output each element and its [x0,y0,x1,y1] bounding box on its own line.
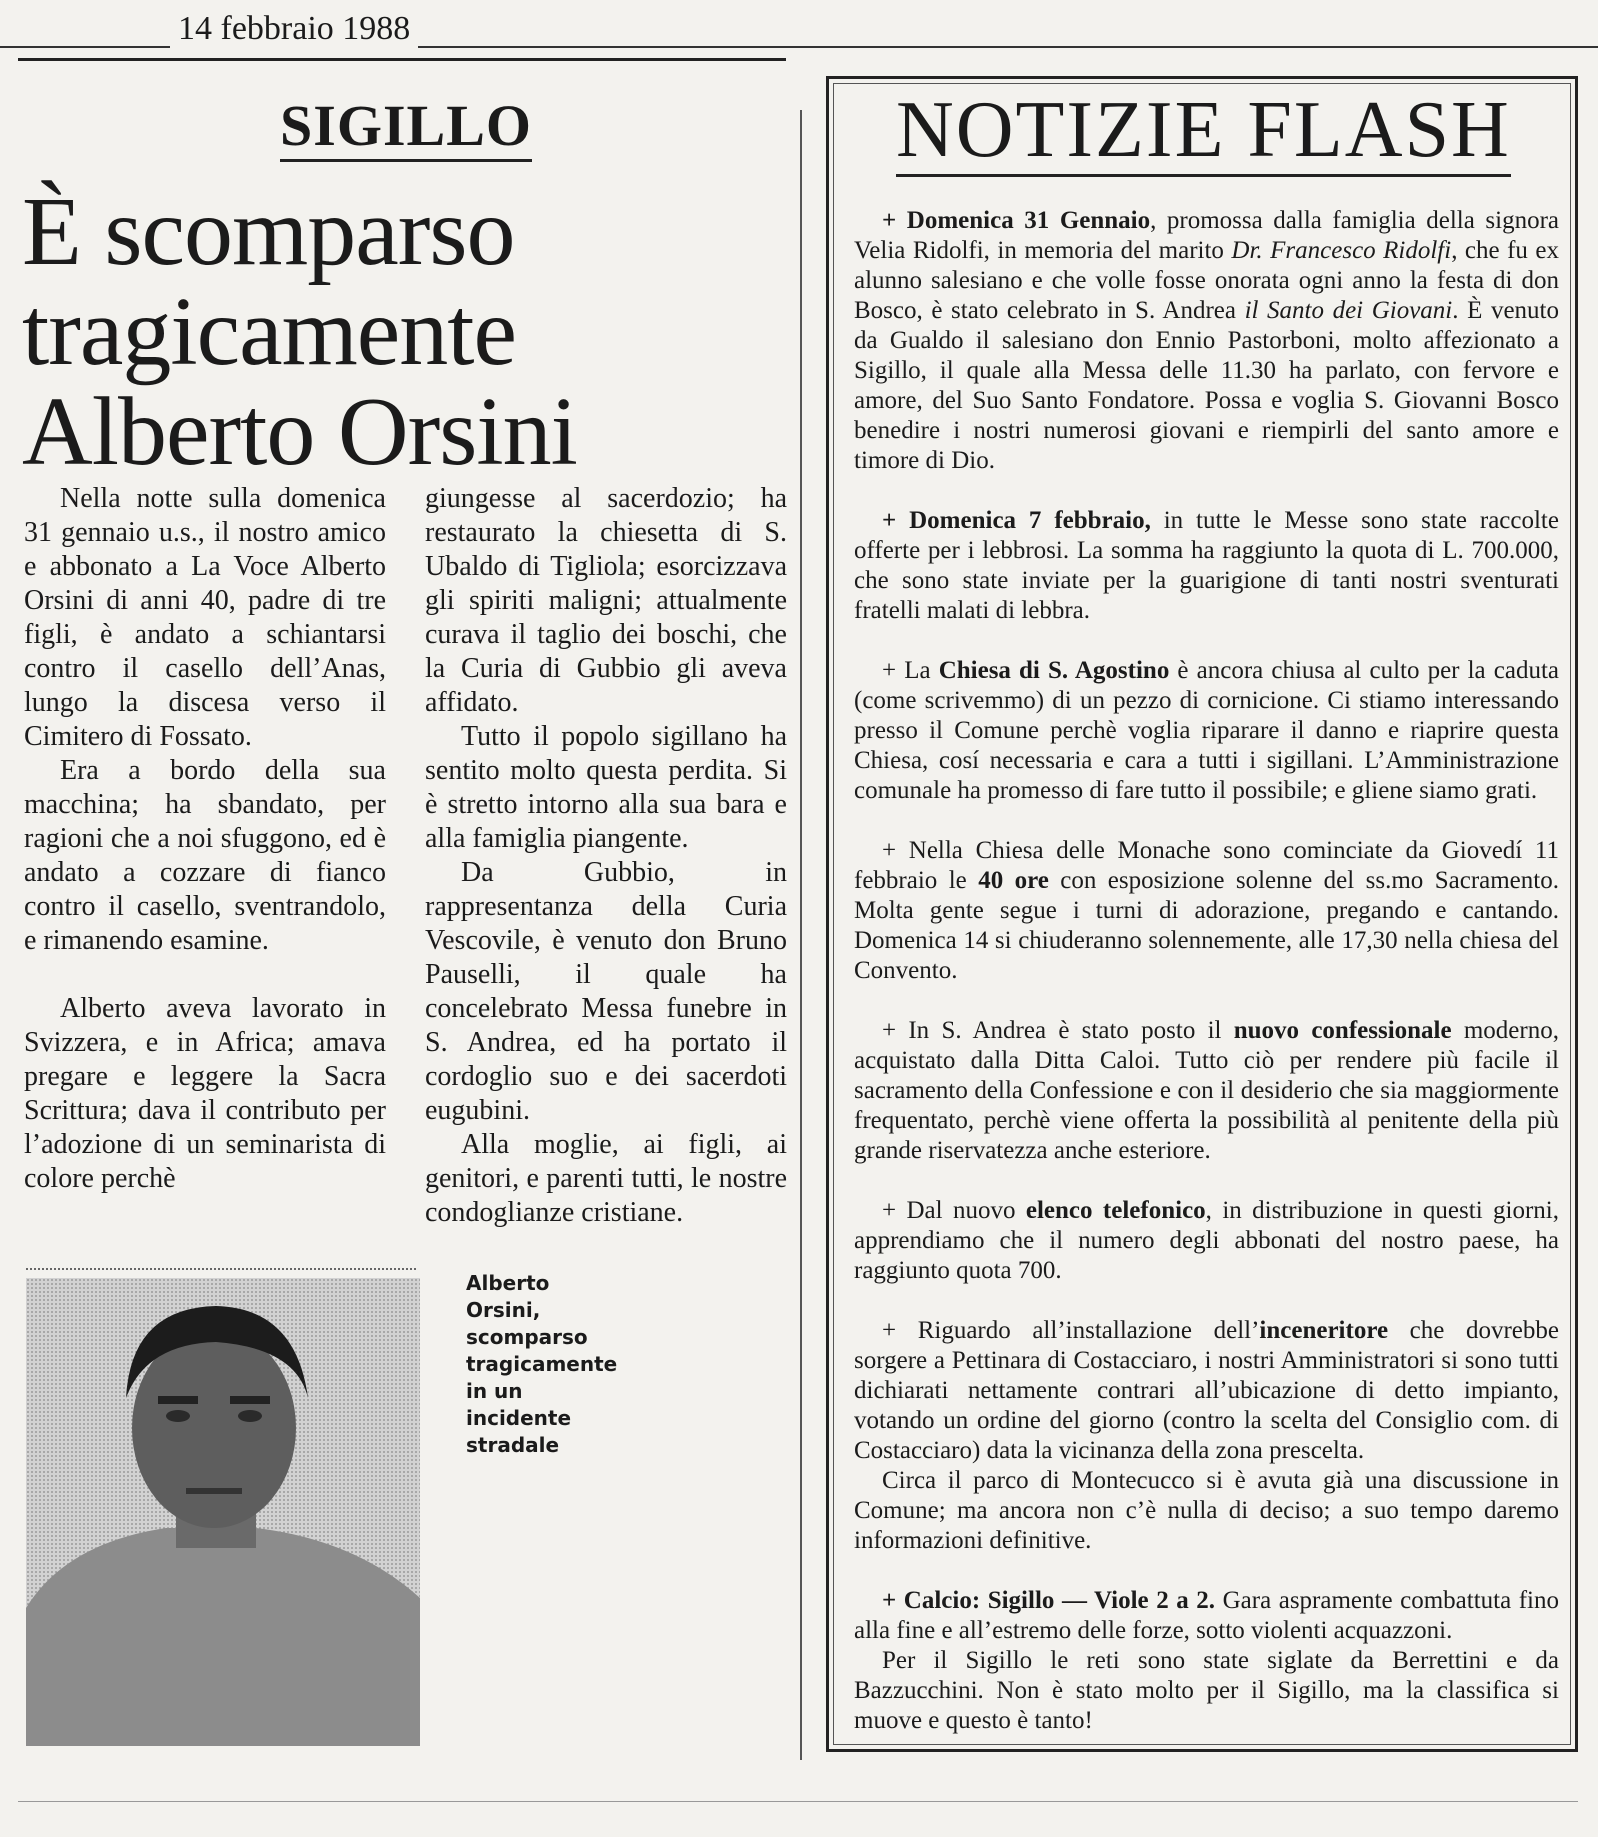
article-paragraph: Da Gubbio, in rappresentanza della Curia Vescovile, è venuto don Bruno Pauselli, il quale ha concelebrato Messa funebre in S. Andrea, ed ha portato il cordoglio suo e dei sacerdoti eugubini. [425,857,787,1126]
news-flash-title: NOTIZIE FLASH [896,88,1511,177]
article-column-1 [24,482,386,1196]
column-divider [800,110,802,1760]
portrait-photo [26,1278,420,1746]
portrait-illustration [26,1278,420,1746]
caption-line: in un [466,1379,523,1403]
article-column-2 [425,482,787,1230]
caption-line: scomparso [466,1325,588,1349]
caption-line: incidente [466,1406,572,1430]
news-flash-item: + Domenica 7 febbraio, in tutte le Messe sono state raccolte offerte per i lebbrosi. La somma ha raggiunto la quota di L. 700.000, che sono state inviate per la guarigione di tanti nostri sventurati fratelli malati di lebbra. [854,507,1559,624]
article-paragraph: Nella notte sulla domenica 31 gennaio u.s., il nostro amico e abbonato a La Voce Alberto Orsini di anni 40, padre di tre figli, è andato a schiantarsi contro il casello dell’Anas, lungo la discesa verso il Cimitero di Fossato. [24,483,386,752]
news-flash-list [854,206,1559,1766]
caption-line: Orsini, [466,1298,541,1322]
news-flash-item: + Calcio: Sigillo — Viole 2 a 2. Gara aspramente combattuta fino alla fine e all’estremo delle forze, sotto violenti acquazzoni. Per il Sigillo le reti sono state siglate da Berrettini e da Bazzucchini. Non è stato molto per il Sigillo, ma la classifica si muove e questo è tanto! [854,1587,1560,1734]
article-paragraph: Alla moglie, ai figli, ai genitori, e parenti tutti, le nostre condoglianze cristiane. [425,1129,787,1228]
caption-line: Alberto [466,1271,550,1295]
issue-date: 14 febbraio 1988 [170,10,418,48]
news-flash-item: + Nella Chiesa delle Monache sono cominciate da Giovedí 11 febbraio le 40 ore con esposizione solenne del ss.mo Sacramento. Molta gente segue i turni di adorazione, pregando e cantando. Domenica 14 si chiuderanno solennemente, alle 17,30 nella chiesa del Convento. [854,837,1559,984]
news-flash-item: + Domenica 31 Gennaio, promossa dalla famiglia della signora Velia Ridolfi, in memoria del marito Dr. Francesco Ridolfi, che fu ex alunno salesiano e che volle fosse onorata ogni anno la festa di don Bosco, è stato celebrato in S. Andrea il Santo dei Giovani. È venuto da Gualdo il salesiano don Ennio Pastorboni, molto affezionato a Sigillo, il quale alla Messa delle 11.30 ha parlato, con fervore e amore, del Suo Santo Fondatore. Possa e voglia S. Giovanni Bosco benedire i nostri numerosi giovani e riempirli del santo amore e timore di Dio. [854,207,1559,474]
article-paragraph: Tutto il popolo sigillano ha sentito molto questa perdita. Si è stretto intorno alla sua bara e alla famiglia piangente. [425,721,787,854]
caption-line: stradale [466,1433,560,1457]
headline-line: tragicamente [22,278,517,386]
article-paragraph: Era a bordo della sua macchina; ha sbandato, per ragioni che a noi sfuggono, ed è andato a cozzare di fianco contro il casello, sventrandolo, e rimanendo esamine. [24,755,386,956]
headline-line: È scomparso [22,178,515,286]
section-kicker: SIGILLO [280,96,532,162]
headline-line: Alberto Orsini [22,378,577,486]
bottom-rule [18,1801,1578,1802]
news-flash-item: + La Chiesa di S. Agostino è ancora chiusa al culto per la caduta (come scrivemmo) di un pezzo di cornicione. Ci stiamo interessando presso il Comune perchè voglia riparare il danno e riaprire questa Chiesa, cosí necessaria e cara a tutti i sigillani. L’Amministrazione comunale ha promesso di fare tutto il possibile; e gliene siamo grati. [854,657,1559,804]
news-flash-item: + Riguardo all’installazione dell’inceneritore che dovrebbe sorgere a Pettinara di Costacciaro, i nostri Amministratori si sono tutti dichiarati nettamente contrari all’ubicazione di detto impianto, votando un ordine del giorno (contro la scelta del Consiglio com. di Costacciaro) data la vicinanza della zona prescelta. Circa il parco di Montecucco si è avuta già una discussione in Comune; ma ancora non c’è nulla di deciso; a suo tempo daremo informazioni definitive. [854,1317,1559,1554]
article-headline [22,178,762,486]
article-paragraph: giungesse al sacerdozio; ha restaurato la chiesetta di S. Ubaldo di Tigliola; esorcizzava gli spiriti maligni; attualmente curava il taglio dei boschi, che la Curia di Gubbio gli aveva affidato. [425,483,787,718]
caption-line: tragicamente [466,1352,618,1376]
article-paragraph: Alberto aveva lavorato in Svizzera, e in Africa; amava pregare e leggere la Sacra Scrittura; dava il contributo per l’adozione di un seminarista di colore perchè [24,993,386,1194]
news-flash-item: + In S. Andrea è stato posto il nuovo confessionale moderno, acquistato dalla Ditta Caloi. Tutto ciò per rendere più facile il sacramento della Confessione e con il desiderio che sia maggiormente frequentato, perchè viene offerta la possibilità al penitente della più grande riservatezza anche esteriore. [854,1017,1559,1164]
news-flash-item: + Dal nuovo elenco telefonico, in distribuzione in questi giorni, apprendiamo che il numero degli abbonati del nostro paese, ha raggiunto quota 700. [854,1197,1560,1284]
left-column-rule [18,58,786,61]
photo-caption [466,1270,646,1459]
photo-rule [26,1268,416,1270]
